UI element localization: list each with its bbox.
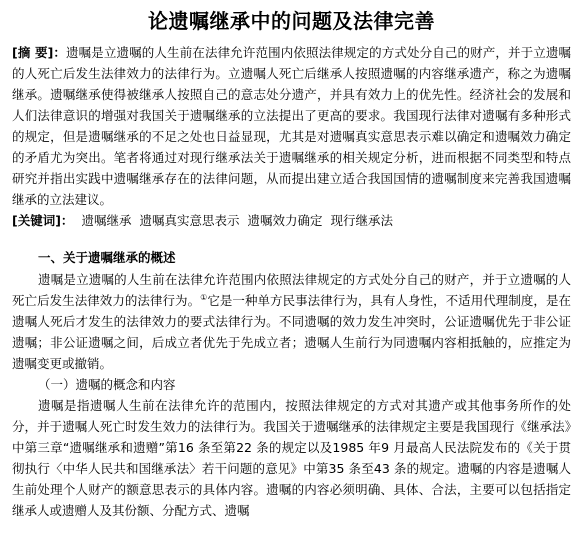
keyword-item: 现行继承法: [330, 213, 393, 228]
abstract-label: [摘 要]：: [12, 45, 67, 60]
paragraph-text: 遗嘱是立遗嘱的人生前在法律允许范围内依照法律规定的方式处分自己的财产，并于立遗嘱的人死亡后发生法律效力的法律行为。: [12, 272, 571, 308]
abstract: [12, 42, 571, 210]
keyword-item: 遗嘱效力确定: [247, 213, 323, 228]
body-paragraph: 遗嘱是指遗嘱人生前在法律允许的范围内，按照法律规定的方式对其遗产或其他事务所作的处分，并于遗嘱人死亡时发生效力的法律行为。我国关于遗嘱继承的法律规定主要是我国现行《继承法》中第三章“遗嘱继承和遗赠”第16 条至第22 条的规定以及1985 年9 月最高人民法院发布的《关于贯彻执行〈中华人民共和国继承法〉若干问题的意见》中第35 条至43 条的规定。遗嘱的内容是遗嘱人生前处理个人财产的额意思表示的具体内容。遗嘱的内容必须明确、具体、合法，主要可以包括指定继承人或遗赠人及其份额、分配方式、遗嘱: [12, 398, 571, 518]
footnote-marker: ①: [200, 292, 208, 302]
document-title: 论遗嘱继承中的问题及法律完善: [148, 9, 435, 33]
section-heading: 一、关于遗嘱继承的概述: [38, 250, 176, 265]
subsection-heading: （一）遗嘱的概念和内容: [38, 377, 176, 392]
spacer: [12, 231, 571, 247]
keywords-label: [关键词]：: [12, 213, 74, 228]
paragraph-text: 它是一种单方民事法律行为，具有人身性，不适用代理制度，是在遗嘱人死后才发生的法律效力的要式法律行为。不同遗嘱的效力发生冲突时，公证遗嘱优先于非公证遗嘱；非公证遗嘱之间，后成立者优先于先成立者；遗嘱人生前行为同遗嘱内容相抵触的，应推定为遗嘱变更或撤销。: [12, 293, 571, 371]
body-paragraph: [12, 269, 571, 374]
abstract-text: 遗嘱是立遗嘱的人生前在法律允许范围内依照法律规定的方式处分自己的财产，并于立遗嘱的人死亡后发生法律效力的法律行为。立遗嘱人死亡后继承人按照遗嘱的内容继承遗产，称之为遗嘱继承。遗嘱继承使得被继承人按照自己的意志处分遗产，并具有效力上的优先性。经济社会的发展和人们法律意识的增强对我国关于遗嘱继承的立法提出了更高的要求。我国现行法律对遗嘱有多种形式的规定，但是遗嘱继承的不足之处也日益显现，尤其是对遗嘱真实意思表示难以确定和遗嘱效力确定的矛盾尤为突出。笔者将通过对现行继承法关于遗嘱继承的相关规定分析，进而根据不同类型和特点研究并指出实践中遗嘱继承存在的法律问题，从而提出建立适合我国国情的遗嘱制度来完善我国遗嘱继承的立法建议。: [12, 45, 571, 207]
keyword-item: 遗嘱继承: [81, 213, 132, 228]
keyword-item: 遗嘱真实意思表示: [139, 213, 240, 228]
keywords: [12, 210, 571, 231]
